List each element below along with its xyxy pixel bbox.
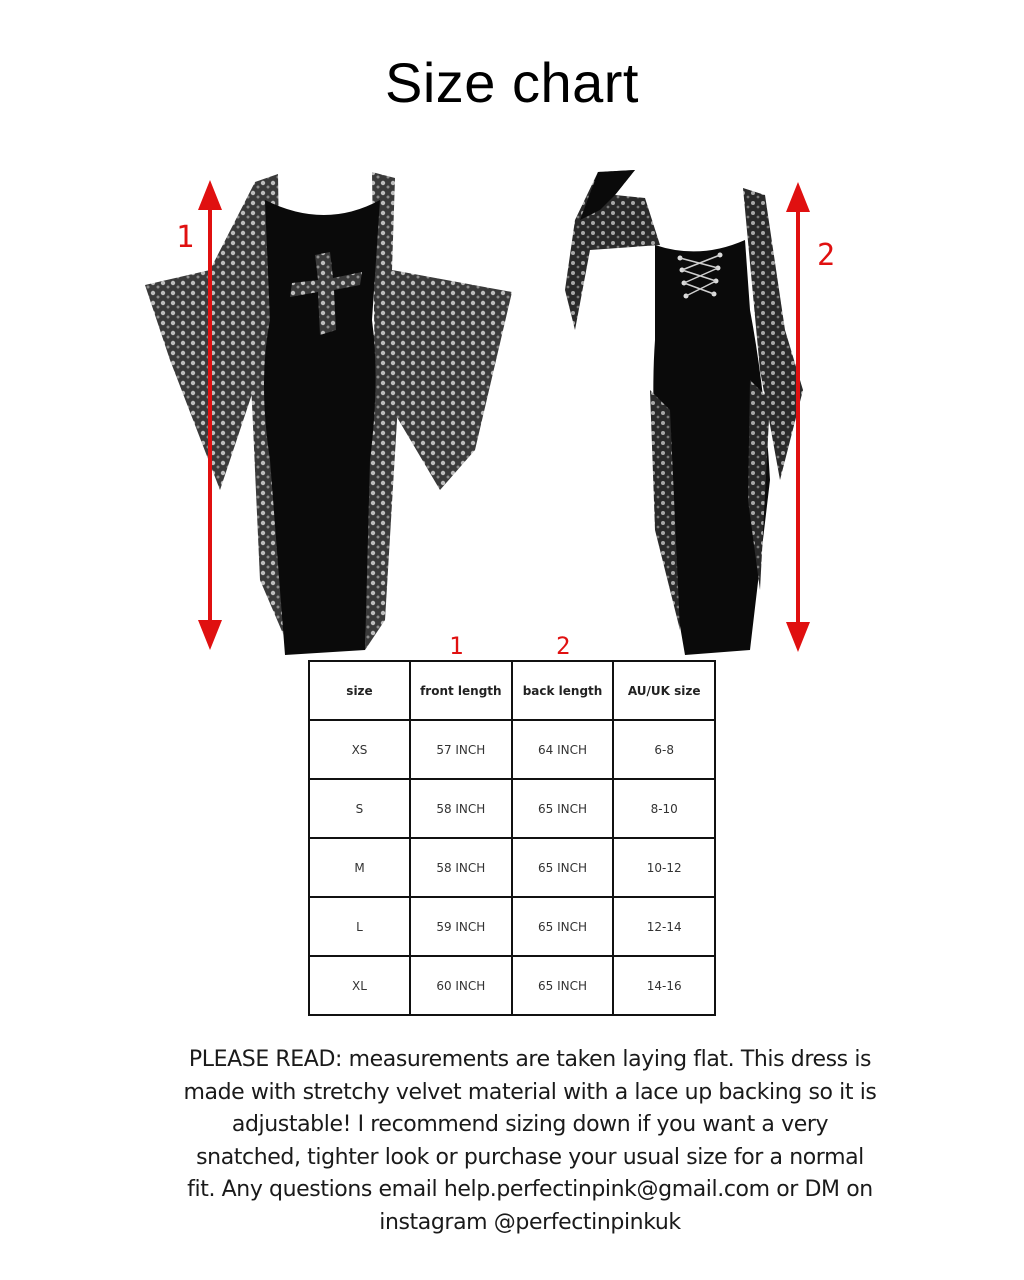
cell-au-uk-size: 6-8 <box>613 720 715 779</box>
back-length-arrow-icon <box>782 182 814 654</box>
table-row <box>309 956 715 1015</box>
front-length-arrow-icon <box>192 180 228 652</box>
size-table <box>308 660 716 1016</box>
cell-au-uk-size: 10-12 <box>613 838 715 897</box>
cell-back-length: 65 INCH <box>512 897 614 956</box>
back-length-column-marker: 2 <box>556 632 571 660</box>
cell-front-length: 58 INCH <box>410 779 512 838</box>
front-length-column-marker: 1 <box>449 632 464 660</box>
cell-size: S <box>309 779 410 838</box>
table-row <box>309 838 715 897</box>
cell-front-length: 60 INCH <box>410 956 512 1015</box>
header-front-length: front length <box>410 661 512 720</box>
header-size: size <box>309 661 410 720</box>
cell-au-uk-size: 14-16 <box>613 956 715 1015</box>
table-row <box>309 720 715 779</box>
cell-front-length: 59 INCH <box>410 897 512 956</box>
sizing-note: PLEASE READ: measurements are taken laying flat. This dress is made with stretchy velvet material with a lace up backing so it is adjustable! I recommend sizing down if you want a very snatched, tighter look or purchase your usual size for a normal fit. Any questions email help.perfectinpink@gmail.com or DM on instagram @perfectinpinkuk <box>183 1047 877 1235</box>
front-dress-figure <box>140 160 520 660</box>
cell-front-length: 58 INCH <box>410 838 512 897</box>
header-au-uk-size: AU/UK size <box>613 661 715 720</box>
cell-back-length: 65 INCH <box>512 779 614 838</box>
page-title: Size chart <box>385 51 639 114</box>
cell-front-length: 57 INCH <box>410 720 512 779</box>
cell-back-length: 65 INCH <box>512 956 614 1015</box>
cell-size: M <box>309 838 410 897</box>
front-arrow-label: 1 <box>176 220 195 255</box>
cell-au-uk-size: 12-14 <box>613 897 715 956</box>
cell-back-length: 64 INCH <box>512 720 614 779</box>
cell-back-length: 65 INCH <box>512 838 614 897</box>
header-back-length: back length <box>512 661 614 720</box>
back-dress-image <box>560 150 860 660</box>
cell-size: L <box>309 897 410 956</box>
table-row <box>309 779 715 838</box>
cell-size: XS <box>309 720 410 779</box>
cell-au-uk-size: 8-10 <box>613 779 715 838</box>
cell-size: XL <box>309 956 410 1015</box>
table-row <box>309 897 715 956</box>
back-arrow-label: 2 <box>817 238 836 273</box>
back-dress-figure <box>560 150 860 660</box>
table-header-row <box>309 661 715 720</box>
